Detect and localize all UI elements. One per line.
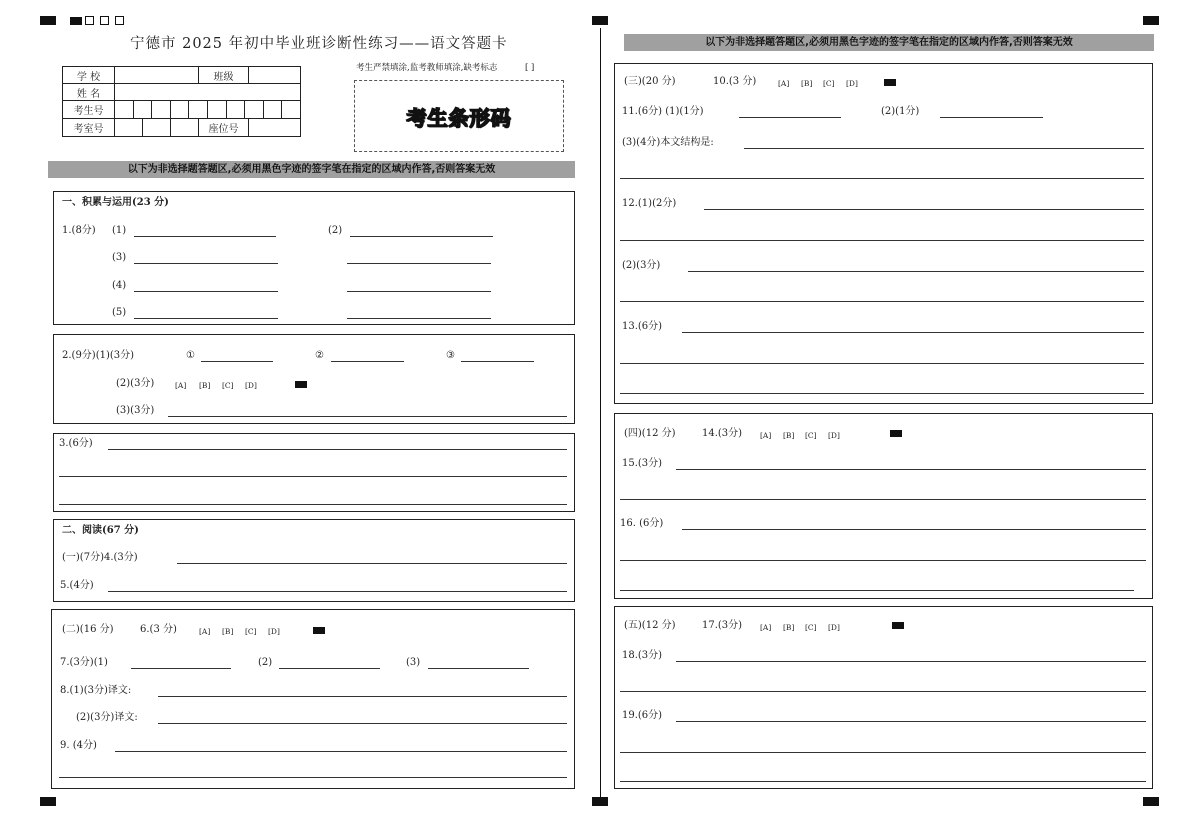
school-field[interactable]	[115, 67, 199, 84]
q3-line-3[interactable]	[59, 504, 567, 505]
q1-part5-label: (5)	[112, 307, 127, 318]
q2-option-a[interactable]: [A]	[175, 381, 187, 390]
exam-no-label: 考生号	[63, 101, 115, 119]
q11-part2-label: (2)(1分)	[881, 106, 920, 117]
absent-mark-box	[100, 16, 109, 25]
group-2-box	[51, 609, 575, 789]
q12-part1-line-1[interactable]	[704, 209, 1144, 210]
q14-label: 14.(3分)	[702, 428, 743, 439]
q1-part5-line-b[interactable]	[347, 318, 491, 319]
q13-label: 13.(6分)	[622, 321, 663, 332]
section-1-box	[53, 191, 575, 325]
q13-line-1[interactable]	[682, 332, 1144, 333]
barcode-area	[354, 80, 564, 152]
q18-line-2[interactable]	[620, 691, 1146, 692]
corner-mark-bottom-left	[40, 797, 56, 806]
q1-part2-label: (2)	[328, 225, 343, 236]
class-label: 班级	[199, 67, 249, 84]
q11-part3-label: (3)(4分)本文结构是:	[622, 137, 714, 148]
q1-part4-line-a[interactable]	[134, 291, 278, 292]
q8-part2-line[interactable]	[158, 723, 567, 724]
q10-filled-mark	[884, 79, 896, 86]
q19-label: 19.(6分)	[622, 710, 663, 721]
section-1-title: 一、积累与运用(23 分)	[62, 197, 169, 208]
q14-option-b[interactable]: [B]	[783, 431, 795, 440]
answer-area-banner-left: 以下为非选择题答题区,必须用黑色字迹的签字笔在指定的区域内作答,否则答案无效	[48, 161, 575, 178]
q8-part1-label: 8.(1)(3分)译文:	[60, 685, 132, 696]
group-5-box	[614, 606, 1153, 789]
column-divider	[600, 28, 601, 798]
group-3-label: (三)(20 分)	[624, 76, 676, 87]
q1-part1-label: (1)	[112, 225, 127, 236]
q3-label: 3.(6分)	[59, 438, 93, 449]
q6-option-d[interactable]: [D]	[268, 627, 280, 636]
q12-part2-label: (2)(3分)	[622, 260, 661, 271]
q6-option-b[interactable]: [B]	[222, 627, 234, 636]
q6-option-c[interactable]: [C]	[245, 627, 257, 636]
q2-choice1-line[interactable]	[201, 361, 273, 362]
answer-area-banner-right: 以下为非选择题答题区,必须用黑色字迹的签字笔在指定的区域内作答,否则答案无效	[624, 34, 1154, 51]
q6-label: 6.(3 分)	[140, 624, 177, 635]
q2-option-b[interactable]: [B]	[199, 381, 211, 390]
q6-option-a[interactable]: [A]	[199, 627, 211, 636]
corner-mark-bottom-center	[592, 797, 608, 806]
q15-line-2[interactable]	[620, 499, 1146, 500]
q10-option-b[interactable]: [B]	[801, 79, 813, 88]
q17-label: 17.(3分)	[702, 620, 743, 631]
q7-part3-line[interactable]	[428, 668, 529, 669]
name-label: 姓 名	[63, 84, 115, 101]
absent-notice: 考生严禁填涂,监考教师填涂,缺考标志	[356, 63, 498, 73]
q9-line-1[interactable]	[115, 751, 567, 752]
q2-part3-line[interactable]	[168, 416, 567, 417]
q10-option-d[interactable]: [D]	[846, 79, 858, 88]
q2-choice2-label: ②	[315, 350, 324, 361]
name-field[interactable]	[115, 84, 301, 101]
q16-label: 16. (6分)	[620, 518, 664, 529]
q16-line-3[interactable]	[620, 590, 1134, 591]
q14-filled-mark	[890, 430, 902, 437]
q16-line-1[interactable]	[682, 529, 1146, 530]
q1-part3-label: (3)	[112, 252, 127, 263]
q14-option-a[interactable]: [A]	[760, 431, 772, 440]
q15-line-1[interactable]	[676, 469, 1146, 470]
seat-label: 座位号	[199, 119, 249, 137]
q5-label: 5.(4分)	[60, 580, 94, 591]
student-info-table	[62, 66, 301, 137]
corner-mark-bottom-right	[1143, 797, 1159, 806]
q1-part5-line-a[interactable]	[134, 318, 278, 319]
section-2-title: 二、阅读(67 分)	[62, 525, 139, 536]
q13-line-2[interactable]	[620, 363, 1144, 364]
q1-label: 1.(8分)	[62, 225, 96, 236]
q7-part2-line[interactable]	[279, 668, 380, 669]
q1-part4-label: (4)	[112, 280, 127, 291]
q2-option-c[interactable]: [C]	[222, 381, 234, 390]
q18-label: 18.(3分)	[622, 650, 663, 661]
q17-option-b[interactable]: [B]	[783, 623, 795, 632]
q10-option-c[interactable]: [C]	[823, 79, 835, 88]
corner-mark-top-right	[1143, 16, 1159, 25]
q15-label: 15.(3分)	[622, 458, 663, 469]
q17-option-d[interactable]: [D]	[828, 623, 840, 632]
question-3-box	[53, 433, 575, 512]
room-label: 考室号	[63, 119, 115, 137]
q10-option-a[interactable]: [A]	[778, 79, 790, 88]
q2-option-d[interactable]: [D]	[245, 381, 257, 390]
q19-line-3[interactable]	[620, 781, 1146, 782]
q2-label: 2.(9分)(1)(3分)	[62, 350, 135, 361]
q17-filled-mark	[892, 622, 904, 629]
q11-part3-line-1[interactable]	[744, 148, 1144, 149]
q12-part2-line-2[interactable]	[620, 301, 1144, 302]
q2-choice3-label: ③	[446, 350, 455, 361]
absent-mark-box	[115, 16, 124, 25]
q11-part3-line-2[interactable]	[620, 178, 1144, 179]
q1-part1-line[interactable]	[134, 236, 276, 237]
room-field[interactable]	[115, 119, 199, 137]
q12-part1-line-2[interactable]	[620, 240, 1144, 241]
q5-line[interactable]	[108, 591, 567, 592]
q16-line-2[interactable]	[620, 560, 1146, 561]
q9-line-2[interactable]	[59, 777, 567, 778]
page-title: 宁德市 2025 年初中毕业班诊断性练习——语文答题卡	[130, 36, 508, 52]
q2-part2-label: (2)(3分)	[116, 378, 155, 389]
q11-part2-line[interactable]	[940, 117, 1043, 118]
group-2-label: (二)(16 分)	[62, 624, 114, 635]
q9-label: 9. (4分)	[60, 740, 97, 751]
q7-label: 7.(3分)(1)	[60, 657, 108, 668]
q14-option-c[interactable]: [C]	[805, 431, 817, 440]
corner-mark-top-center	[592, 16, 608, 25]
q1-part3-line-b[interactable]	[347, 263, 491, 264]
absent-mark-box	[85, 16, 94, 25]
q6-filled-mark	[313, 627, 325, 634]
q19-line-2[interactable]	[620, 752, 1146, 753]
group-5-label: (五)(12 分)	[624, 620, 676, 631]
q11-part1-line[interactable]	[739, 117, 841, 118]
q2-choice2-line[interactable]	[331, 361, 404, 362]
q7-part1-line[interactable]	[131, 668, 231, 669]
q10-label: 10.(3 分)	[713, 76, 757, 87]
group-4-box	[614, 413, 1153, 599]
q2-choice1-label: ①	[186, 350, 195, 361]
q3-line-1[interactable]	[108, 449, 567, 450]
q7-part3-label: (3)	[406, 657, 421, 668]
q11-label: 11.(6分) (1)(1分)	[622, 106, 704, 117]
q12-label: 12.(1)(2分)	[622, 198, 677, 209]
q13-line-3[interactable]	[620, 393, 1144, 394]
q18-line-1[interactable]	[676, 661, 1146, 662]
q4-label: (一)(7分)4.(3分)	[62, 552, 138, 563]
q8-part1-line[interactable]	[158, 696, 567, 697]
seat-field[interactable]	[249, 119, 301, 137]
exam-no-field[interactable]	[115, 101, 301, 119]
q3-line-2[interactable]	[59, 476, 567, 477]
q2-filled-mark	[295, 381, 307, 388]
class-field[interactable]	[249, 67, 301, 84]
q19-line-1[interactable]	[676, 721, 1146, 722]
q2-choice3-line[interactable]	[461, 361, 534, 362]
corner-mark-top-left	[40, 16, 56, 25]
q7-part2-label: (2)	[258, 657, 273, 668]
q17-option-a[interactable]: [A]	[760, 623, 772, 632]
q14-option-d[interactable]: [D]	[828, 431, 840, 440]
q17-option-c[interactable]: [C]	[805, 623, 817, 632]
q4-line[interactable]	[177, 563, 567, 564]
q1-part4-line-b[interactable]	[347, 291, 491, 292]
q8-part2-label: (2)(3分)译文:	[76, 712, 138, 723]
barcode-label: 考生条形码	[406, 105, 512, 130]
absent-mark-filled	[70, 17, 82, 25]
group-4-label: (四)(12 分)	[624, 428, 676, 439]
q2-part3-label: (3)(3分)	[116, 405, 155, 416]
absent-bracket[interactable]: [ ]	[525, 63, 535, 73]
q1-part3-line-a[interactable]	[134, 263, 278, 264]
q1-part2-line[interactable]	[350, 236, 493, 237]
school-label: 学 校	[63, 67, 115, 84]
q12-part2-line-1[interactable]	[688, 271, 1144, 272]
